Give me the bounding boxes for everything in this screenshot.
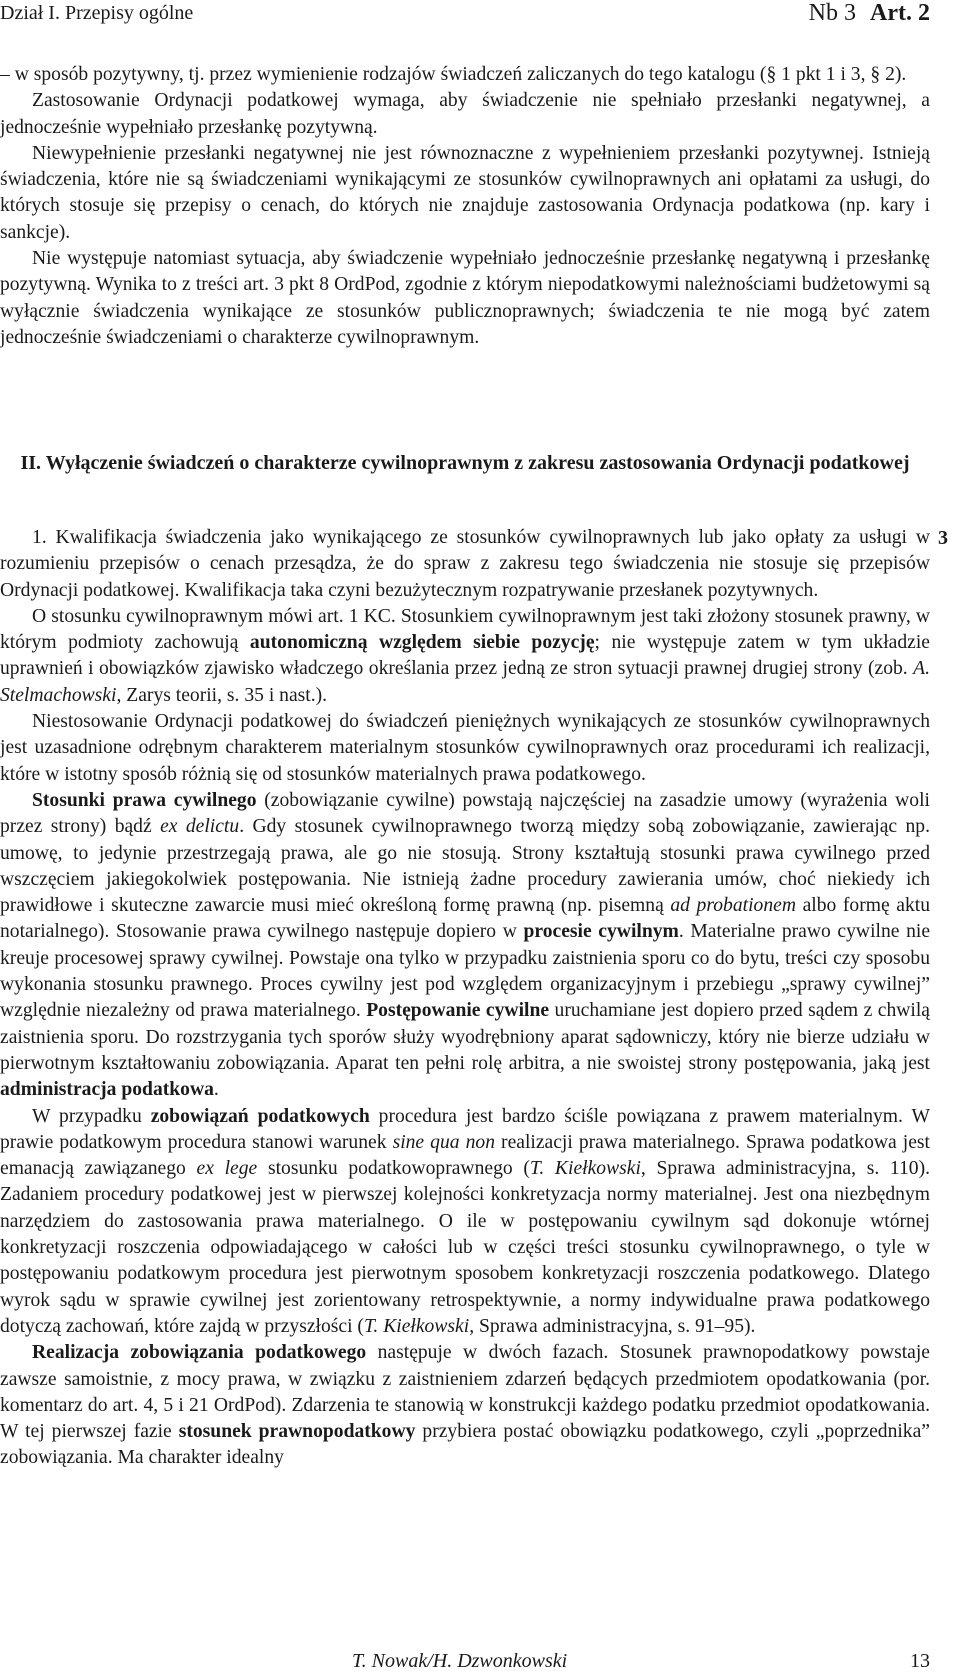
running-header — [0, 0, 930, 30]
margin-number: 3 — [938, 527, 948, 549]
page-number: 13 — [910, 1650, 930, 1672]
header-nb: Nb 3 — [808, 0, 857, 26]
paragraph: Nie występuje natomiast sytuacja, aby świadczenie wypełniało jednocześnie przesłankę negatywną i przesłankę pozytywną. Wynika to z treści art. 3 pkt 8 OrdPod, zgodnie z którym niepodatkowymi należnościami budżetowymi są wyłącznie świadczenia wynikające ze stosunków publicznoprawnych; świadczenia te nie mogą być zatem jednocześnie świadczeniami o charakterze cywilnoprawnym. — [0, 248, 930, 348]
running-footer — [0, 1650, 930, 1678]
paragraph: O stosunku cywilnoprawnym mówi art. 1 KC. Stosunkiem cywilnoprawnym jest taki złożony stosunek prawny, w którym podmioty zachowują autonomiczną względem siebie pozycję; nie występuje zatem w tym układzie uprawnień i obowiązków zjawisko władczego określania przez jedną ze stron sytuacji prawnej drugiej strony (zob. A. Stelmachowski, Zarys teorii, s. 35 i nast.). — [0, 605, 930, 706]
footer-authors: T. Nowak/H. Dzwonkowski — [352, 1650, 568, 1672]
paragraph: Niewypełnienie przesłanki negatywnej nie jest równoznaczne z wypełnieniem przesłanki pozytywnej. Istnieją świadczenia, które nie są świadczeniami wynikającymi ze stosunków cywilnoprawnych ani opłatami za usługi, do których stosuje się przepisy o cenach, do których nie znajduje zastosowania Ordynacja podatkowa (np. kary i sankcje). — [0, 142, 930, 243]
paragraph: Zastosowanie Ordynacji podatkowej wymaga, aby świadczenie nie spełniało przesłanki negatywnej, a jednocześnie wypełniało przesłankę pozytywną. — [0, 90, 930, 138]
paragraph: Realizacja zobowiązania podatkowego następuje w dwóch fazach. Stosunek prawnopodatkowy powstaje zawsze samoistnie, z mocy prawa, w związku z zaistnieniem zdarzeń będących przedmiotem opodatkowania (por. komentarz do art. 4, 5 i 21 OrdPod). Zdarzenia te stanowią w konstrukcji każdego podatku przedmiot opodatkowania. W tej pierwszej fazie stosunek prawnopodatkowy przybiera postać obowiązku podatkowego, czyli „poprzednika” zobowiązania. Ma charakter idealny — [0, 1342, 930, 1469]
paragraph-list-item: – w sposób pozytywny, tj. przez wymienienie rodzajów świadczeń zaliczanych do tego katalogu (§ 1 pkt 1 i 3, § 2). — [0, 64, 907, 85]
paragraph: Stosunki prawa cywilnego (zobowiązanie cywilne) powstają najczęściej na zasadzie umowy (wyrażenia woli przez strony) bądź ex delictu. Gdy stosunek cywilnoprawnego tworzą między sobą zobowiązanie, zawierając np. umowę, to jedynie przestrzegają prawa, ale go nie stosują. Strony kształtują stosunki prawa cywilnego przed wszczęciem jakiegokolwiek postępowania. Nie istnieją żadne procedury zawierania umów, choć niekiedy ich prawidłowe i skuteczne zawarcie musi mieć określoną formę prawną (np. pisemną ad probationem albo formę aktu notarialnego). Stosowanie prawa cywilnego następuje dopiero w procesie cywilnym. Materialne prawo cywilne nie kreuje procesowej sprawy cywilnej. Powstaje ona tylko w przypadku zaistnienia sporu co do bytu, treści czy sposobu wykonania stosunku prawnego. Proces cywilny jest pod względem organizacyjnym i przebiegu „sprawy cywilnej” względnie niezależny od prawa materialnego. Postępowanie cywilne uruchamiane jest dopiero przed sądem z chwilą zaistnienia sporu. Do rozstrzygania tych sporów służy wyodrębniony aparat sądowniczy, który nie bierze udziału w pierwotnym kształtowaniu zobowiązania. Aparat ten pełni rolę arbitra, a nie swoistej strony postępowania, jaką jest administracja podatkowa. — [0, 789, 931, 1101]
paragraph: W przypadku zobowiązań podatkowych procedura jest bardzo ściśle powiązana z prawem materialnym. W prawie podatkowym procedura stanowi warunek sine qua non realizacji prawa materialnego. Sprawa podatkowa jest emanacją zawiązanego ex lege stosunku podatkowoprawnego (T. Kiełkowski, Sprawa administracyjna, s. 110). Zadaniem procedury podatkowej jest w pierwszej kolejności konkretyzacja normy materialnej. Jest ona niezbędnym narzędziem do zastosowania prawa materialnego. O ile w postępowaniu cywilnym sąd dokonuje wtórnej konkretyzacji roszczenia odpowiadającego w całości lub w części treści stosunku cywilnoprawnego, o tyle w postępowaniu podatkowym procedura jest pierwotnym sposobem konkretyzacji roszczenia podatkowego. Dlatego wyrok sądu w sprawie cywilnej jest zorientowany retrospektywnie, a normy indywidualne prawa podatkowego dotyczą zachowań, które zajdą w przyszłości (T. Kiełkowski, Sprawa administracyjna, s. 91–95). — [0, 1105, 931, 1337]
paragraph: Niestosowanie Ordynacji podatkowej do świadczeń pieniężnych wynikających ze stosunków cywilnoprawnych jest uzasadnione odrębnym charakterem materialnym stosunków cywilnoprawnych oraz procedurami ich realizacji, które w istotny sposób różnią się od stosunków materialnych prawa podatkowego. — [0, 711, 930, 785]
header-reference — [809, 0, 930, 27]
paragraph: 1. Kwalifikacja świadczenia jako wynikającego ze stosunków cywilnoprawnych lub jako opłaty za usługi w rozumieniu przepisów o cenach przesądza, że do spraw z zakresu tego świadczenia nie stosuje się przepisów Ordynacji podatkowej. Kwalifikacja taka czyni bezużytecznym rozpatrywanie przesłanek pozytywnych. — [0, 527, 930, 601]
section-body — [0, 525, 930, 1472]
header-section: Dział I. Przepisy ogólne — [0, 2, 194, 24]
top-text-block — [0, 62, 930, 351]
section-heading: II. Wyłączenie świadczeń o charakterze cywilnoprawnym z zakresu zastosowania Ordynacji podatkowej — [20, 452, 910, 474]
header-art: Art. 2 — [870, 0, 930, 26]
